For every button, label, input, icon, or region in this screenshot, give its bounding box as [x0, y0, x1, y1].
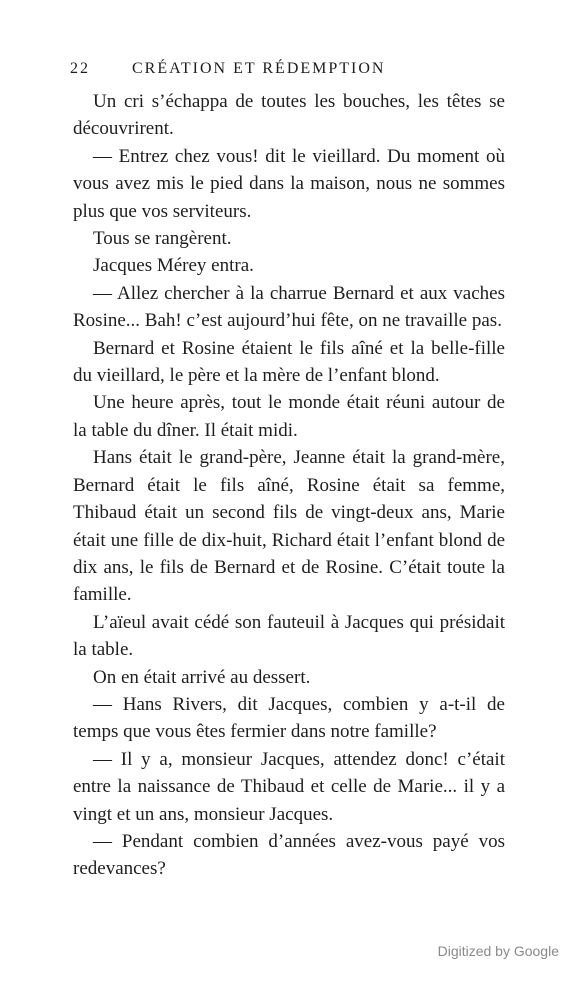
paragraph: Une heure après, tout le monde était réuni autour de la table du dîner. Il était midi.: [73, 392, 505, 441]
paragraph: — Hans Rivers, dit Jacques, combien y a-t-il de temps que vous êtes fermier dans notre famille?: [73, 693, 505, 743]
paragraph: Hans était le grand-père, Jeanne était la grand-mère, Bernard était le fils aîné, Rosine était sa femme, Thibaud était un second fils de vingt-deux ans, Marie était une fille de dix-huit, Richard était l’enfant blond de dix ans, le fils de Bernard et de Rosine. C’était toute la famille.: [73, 447, 505, 606]
paragraph: L’aïeul avait cédé son fauteuil à Jacques qui présidait la table.: [73, 611, 505, 661]
running-head: [70, 60, 510, 84]
body-text: [73, 88, 505, 883]
paragraph: — Pendant combien d’années avez-vous payé vos redevances?: [73, 830, 505, 880]
paragraph: Un cri s’échappa de toutes les bouches, les têtes se découvrirent.: [73, 91, 505, 140]
digitized-watermark: Digitized by Google: [437, 943, 559, 959]
page-number: 22: [70, 60, 90, 77]
paragraph: — Entrez chez vous! dit le vieillard. Du moment où vous avez mis le pied dans la maison, nous ne sommes plus que vos serviteurs.: [73, 145, 505, 222]
running-title: CRÉATION ET RÉDEMPTION: [132, 60, 386, 77]
paragraph: Bernard et Rosine étaient le fils aîné et la belle-fille du vieillard, le père et la mère de l’enfant blond.: [73, 337, 505, 387]
paragraph: — Allez chercher à la charrue Bernard et aux vaches Rosine... Bah! c’est aujourd’hui fête, on ne travaille pas.: [73, 282, 505, 332]
paragraph: On en était arrivé au dessert.: [93, 666, 311, 688]
paragraph: Jacques Mérey entra.: [93, 255, 254, 277]
paragraph: — Il y a, monsieur Jacques, attendez donc! c’était entre la naissance de Thibaud et celle de Marie... il y a vingt et un ans, monsieur Jacques.: [73, 748, 505, 825]
paragraph: Tous se rangèrent.: [93, 228, 232, 250]
